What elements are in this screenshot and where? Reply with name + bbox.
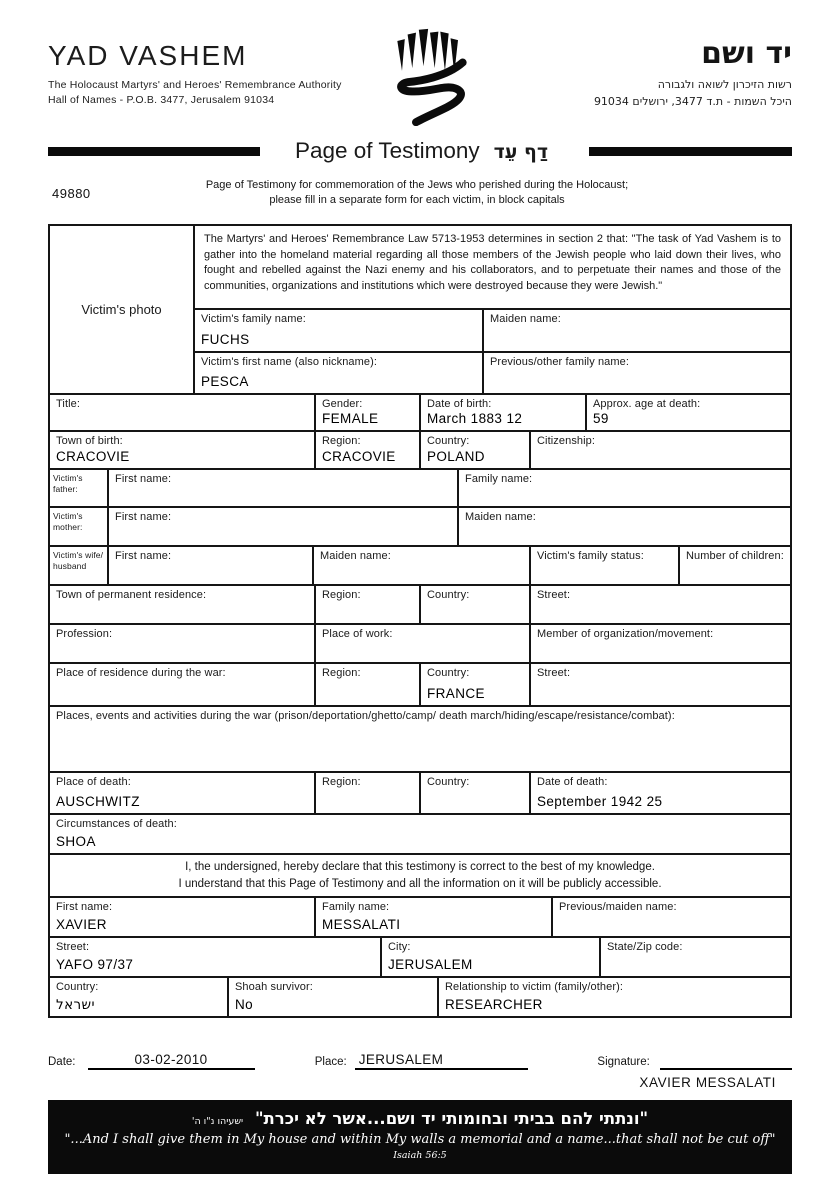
form-number: 49880: [52, 186, 91, 201]
field-value: [56, 686, 308, 703]
field-value: [115, 565, 306, 582]
field-value: [322, 604, 413, 621]
field-value: CRACOVIE: [322, 449, 396, 464]
field-maiden-name: [482, 310, 790, 351]
table-row: [50, 976, 790, 1016]
form-table: [48, 224, 792, 1018]
field-label: Places, events and activities during the war (prison/deportation/ghetto/camp/ death march/hiding/escape/resistance/combat):: [56, 710, 675, 722]
field-label: Victim's family name:: [201, 313, 306, 325]
field-label: Street:: [537, 667, 571, 679]
field-label: Town of birth:: [56, 435, 123, 447]
field-label: Region:: [322, 776, 361, 788]
field-value: [115, 487, 451, 504]
field-label: Country:: [56, 981, 99, 993]
field-value: YAFO 97/37: [56, 957, 134, 972]
field-war-residence: [50, 664, 314, 705]
field-label: Region:: [322, 589, 361, 601]
page-title: [260, 138, 589, 164]
org-subtitle-2: Hall of Names - P.O.B. 3477, Jerusalem 91034: [48, 94, 275, 107]
field-region-of-birth: [314, 432, 419, 468]
table-row: [50, 545, 790, 584]
field-label: Relationship to victim (family/other):: [445, 981, 624, 993]
field-value: FRANCE: [427, 686, 485, 701]
field-label: Place of work:: [322, 628, 393, 640]
group-label-victims-spouse: [50, 547, 107, 584]
field-label: First name:: [115, 550, 172, 562]
field-label: Previous/maiden name:: [559, 901, 677, 913]
scripture-banner: [48, 1100, 792, 1174]
field-spouse-first-name: [107, 547, 312, 584]
field-label: Date of death:: [537, 776, 608, 788]
org-name: YAD VASHEM: [48, 40, 248, 71]
field-death-region: [314, 773, 419, 813]
field-value: SHOA: [56, 834, 96, 849]
field-label: Victim's first name (also nickname):: [201, 356, 378, 368]
field-submitter-zip: [599, 938, 790, 976]
title-bar-left: [48, 147, 260, 156]
field-age-at-death: [585, 395, 790, 430]
field-label: Previous/other family name:: [490, 356, 630, 368]
field-value: September 1942 25: [537, 794, 663, 809]
banner-english-quote: "...And I shall give them in My house and within My walls a memorial and a name...that shall not be cut off": [64, 1131, 776, 1147]
field-label: Place of residence during the war:: [56, 667, 226, 679]
field-label: Maiden name:: [320, 550, 391, 562]
field-previous-family-name: [482, 353, 790, 393]
remembrance-law-text: The Martyrs' and Heroes' Remembrance Law 5713-1953 determines in section 2 that: "The task of Yad Vashem is to gather into the homeland material regarding all those members of the Jewish people who laid down their lives, who fought and rebelled against the Nazi enemy and his collaborators, and to perpetuate their names and those of the communities, organizations and institutions which were destroyed because they were Jewish.": [204, 233, 781, 292]
org-subtitle-1-hebrew: רשות הזיכרון לשואה ולגבורה: [657, 78, 792, 91]
field-value: [490, 374, 784, 391]
field-value: XAVIER: [56, 917, 107, 932]
table-row: [50, 623, 790, 662]
date-value: 03-02-2010: [88, 1052, 255, 1070]
place-value: JERUSALEM: [355, 1052, 528, 1070]
field-label: Town of permanent residence:: [56, 589, 207, 601]
declaration-line-1: I, the undersigned, hereby declare that this testimony is correct to the best of my knowledge.: [185, 861, 655, 873]
signature-name: XAVIER MESSALATI: [639, 1075, 776, 1090]
signature-row: [48, 1052, 792, 1070]
field-value: [490, 332, 784, 349]
field-value: [320, 565, 523, 582]
field-label: Country:: [427, 435, 470, 447]
field-value: ישראל: [56, 997, 95, 1013]
table-row: [195, 351, 790, 393]
field-value: [537, 604, 784, 621]
field-value: [56, 643, 308, 660]
org-block-en: [48, 40, 342, 108]
field-value: POLAND: [427, 449, 485, 464]
field-label: Circumstances of death:: [56, 818, 177, 830]
field-value: [465, 526, 784, 543]
declaration-text: [50, 855, 790, 896]
field-label: Place of death:: [56, 776, 131, 788]
field-value: [686, 565, 784, 582]
banner-english-line: [54, 1132, 786, 1162]
field-value: [559, 917, 784, 934]
signature-line: [660, 1052, 792, 1070]
field-label: Maiden name:: [465, 511, 536, 523]
title-bar-right: [589, 147, 792, 156]
table-row: [50, 468, 790, 506]
field-label: State/Zip code:: [607, 941, 683, 953]
banner-english-reference: Isaiah 56:5: [393, 1149, 447, 1161]
field-value: [537, 643, 784, 660]
page-title-en: Page of Testimony: [294, 138, 480, 163]
field-label: Family name:: [322, 901, 390, 913]
field-value: [56, 604, 308, 621]
field-value: [56, 411, 308, 428]
field-label: First name:: [56, 901, 113, 913]
table-row: [50, 584, 790, 623]
field-war-country: [419, 664, 529, 705]
field-label: Approx. age at death:: [593, 398, 701, 410]
field-organization: [529, 625, 790, 662]
field-label: Date of birth:: [427, 398, 492, 410]
field-town-of-birth: [50, 432, 314, 468]
field-value: PESCA: [201, 374, 249, 389]
instructions-line-2: please fill in a separate form for each victim, in block capitals: [269, 193, 565, 206]
field-death-country: [419, 773, 529, 813]
field-submitter-city: [380, 938, 599, 976]
field-citizenship: [529, 432, 790, 468]
victim-photo-cell: Victim's photo: [50, 226, 195, 393]
field-circumstances-of-death: [50, 815, 790, 853]
field-war-events: [50, 707, 790, 771]
declaration-line-2: I understand that this Page of Testimony and all the information on it will be publicly accessible.: [178, 878, 662, 891]
field-value: [322, 794, 413, 811]
page-title-hebrew: דַף עֵד: [493, 141, 549, 163]
table-row: [50, 771, 790, 813]
field-label: Victim's father:: [53, 473, 83, 495]
field-date-of-birth: [419, 395, 585, 430]
field-label: Street:: [537, 589, 571, 601]
field-war-street: [529, 664, 790, 705]
org-block-he: [594, 36, 792, 110]
field-residence-town: [50, 586, 314, 623]
field-country-of-birth: [419, 432, 529, 468]
top-right-section: [195, 226, 790, 393]
field-label: Gender:: [322, 398, 363, 410]
field-value: [537, 565, 672, 582]
field-mother-first-name: [107, 508, 457, 545]
field-label: Profession:: [56, 628, 113, 640]
field-value: [322, 643, 523, 660]
field-label: City:: [388, 941, 411, 953]
field-gender: [314, 395, 419, 430]
field-label: Region:: [322, 667, 361, 679]
field-value: MESSALATI: [322, 917, 401, 932]
field-label: Number of children:: [686, 550, 784, 562]
field-value: [607, 957, 784, 974]
field-value: [427, 794, 523, 811]
field-number-of-children: [678, 547, 790, 584]
field-value: FEMALE: [322, 411, 379, 426]
place-label: Place:: [314, 1056, 347, 1068]
org-subtitle-1: The Holocaust Martyrs' and Heroes' Remembrance Authority: [48, 79, 342, 91]
field-war-region: [314, 664, 419, 705]
field-label: Country:: [427, 589, 470, 601]
banner-hebrew-reference: ישעיהו נ"ו ה': [191, 1116, 244, 1127]
table-row: [50, 393, 790, 430]
field-value: [537, 449, 784, 466]
date-label: Date:: [48, 1056, 76, 1068]
instructions-line-1: Page of Testimony for commemoration of the Jews who perished during the Holocaust;: [205, 179, 629, 191]
field-residence-country: [419, 586, 529, 623]
org-subtitle-2-hebrew: היכל השמות - ת.ד 3477, ירושלים 91034: [593, 94, 792, 108]
field-label: Country:: [427, 667, 470, 679]
group-label-victims-father: [50, 470, 107, 506]
field-label: Maiden name:: [490, 313, 561, 325]
field-residence-street: [529, 586, 790, 623]
field-label: Victim's family status:: [537, 550, 644, 562]
field-label: Family name:: [465, 473, 533, 485]
field-residence-region: [314, 586, 419, 623]
field-value: [115, 526, 451, 543]
field-victim-family-name: [195, 310, 482, 351]
field-value: [427, 604, 523, 621]
field-value: No: [235, 997, 254, 1012]
table-row: [50, 896, 790, 936]
signature-label: Signature:: [597, 1056, 650, 1068]
field-value: FUCHS: [201, 332, 250, 347]
field-label: Shoah survivor:: [235, 981, 313, 993]
field-value: [322, 686, 413, 703]
group-label-victims-mother: [50, 508, 107, 545]
field-value: [537, 686, 784, 703]
field-label: First name:: [115, 473, 172, 485]
field-value: RESEARCHER: [445, 997, 543, 1012]
field-place-of-death: [50, 773, 314, 813]
org-name-hebrew: יד ושם: [701, 36, 792, 71]
field-title: [50, 395, 314, 430]
field-family-status: [529, 547, 678, 584]
field-label: Victim's wife/ husband: [53, 550, 104, 572]
banner-hebrew-line: [54, 1109, 786, 1130]
table-row: [50, 662, 790, 705]
field-father-first-name: [107, 470, 457, 506]
field-submitter-street: [50, 938, 380, 976]
field-value: [56, 752, 784, 769]
field-label: Country:: [427, 776, 470, 788]
field-label: Member of organization/movement:: [537, 628, 714, 640]
field-label: Victim's mother:: [53, 511, 83, 533]
table-row: [50, 705, 790, 771]
field-submitter-first-name: [50, 898, 314, 936]
field-profession: [50, 625, 314, 662]
field-mother-maiden-name: [457, 508, 790, 545]
field-date-of-death: [529, 773, 790, 813]
header: [0, 0, 834, 138]
title-band: [48, 138, 792, 164]
field-submitter-previous-name: [551, 898, 790, 936]
field-label: Citizenship:: [537, 435, 596, 447]
field-label: Title:: [56, 398, 81, 410]
table-row: [50, 506, 790, 545]
field-submitter-country: [50, 978, 227, 1016]
field-value: JERUSALEM: [388, 957, 473, 972]
table-row: [50, 430, 790, 468]
field-label: First name:: [115, 511, 172, 523]
field-value: [465, 487, 784, 504]
field-value: AUSCHWITZ: [56, 794, 140, 809]
table-row: [50, 936, 790, 976]
field-relationship-to-victim: [437, 978, 790, 1016]
table-row: [50, 813, 790, 853]
field-label: Street:: [56, 941, 90, 953]
field-spouse-maiden-name: [312, 547, 529, 584]
banner-hebrew-quote: "ונתתי להם בביתי ובחומותי יד ושם...אשר לא יכרת": [254, 1109, 649, 1128]
table-row: [195, 308, 790, 351]
field-value: CRACOVIE: [56, 449, 130, 464]
field-place-of-work: [314, 625, 529, 662]
yad-vashem-menorah-logo: [388, 26, 472, 131]
field-label: Region:: [322, 435, 361, 447]
intro-row: [0, 164, 834, 220]
field-value: 59: [593, 411, 609, 426]
table-row: [50, 853, 790, 896]
field-value: March 1883 12: [427, 411, 523, 426]
field-shoah-survivor: [227, 978, 437, 1016]
field-victim-first-name: [195, 353, 482, 393]
field-submitter-family-name: [314, 898, 551, 936]
field-father-family-name: [457, 470, 790, 506]
top-section: [50, 226, 790, 393]
instructions: [0, 164, 834, 208]
